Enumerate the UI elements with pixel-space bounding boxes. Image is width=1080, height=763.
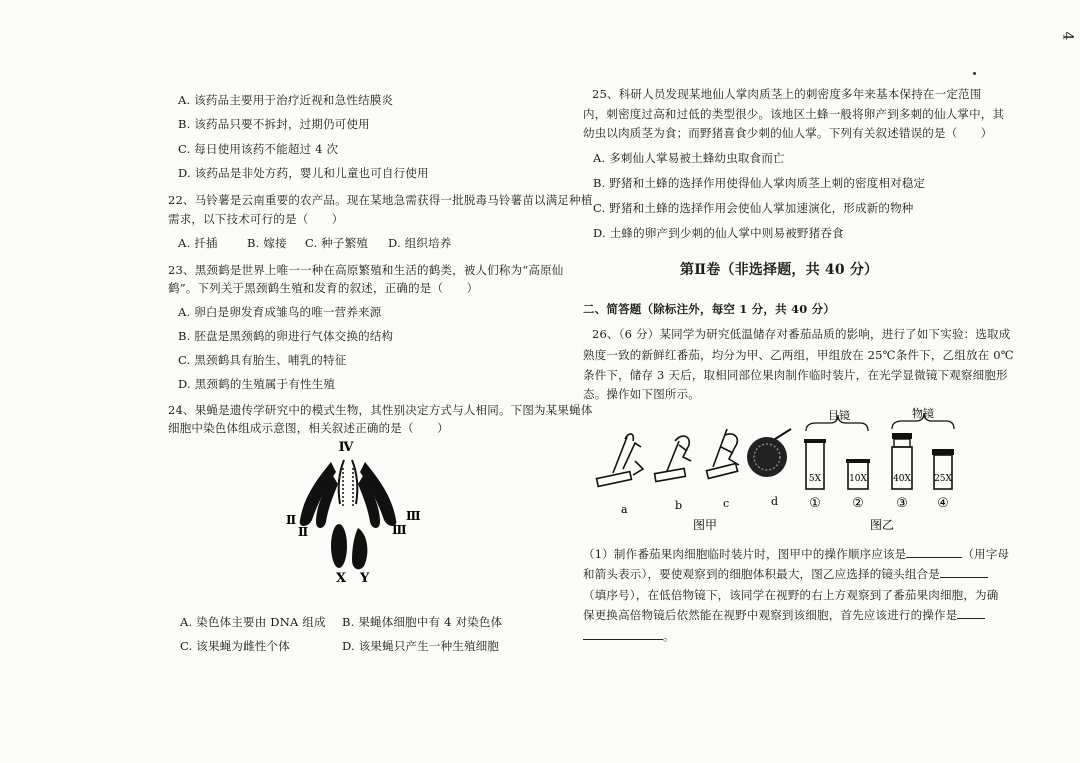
q24-stem-line2: 细胞中染色体组成示意图，相关叙述正确的是（ ） — [168, 421, 449, 435]
lens-4[interactable] — [932, 449, 954, 511]
q25-option-a[interactable]: A. 多刺仙人掌易被土蜂幼虫取食而亡 — [593, 151, 785, 165]
q24-option-c[interactable]: C. 该果蝇为雌性个体 — [180, 639, 290, 653]
q24-option-a[interactable]: A. 染色体主要由 DNA 组成 — [180, 615, 326, 629]
q22-option-d[interactable]: D. 组织培养 — [388, 236, 452, 250]
svg-text:③: ③ — [896, 496, 908, 511]
q23-option-d[interactable]: D. 黑颈鹤的生殖属于有性生殖 — [178, 377, 336, 391]
label-ii-inner: Ⅱ — [298, 525, 309, 539]
q25-option-c[interactable]: C. 野猪和土蜂的选择作用会使仙人掌加速演化，形成新的物种 — [593, 201, 914, 215]
label-iii-inner: Ⅲ — [392, 523, 407, 537]
figure-yi-caption: 图乙 — [870, 518, 895, 532]
q26-stem-line4: 态。操作如下图所示。 — [583, 387, 700, 401]
q23-option-b[interactable]: B. 胚盘是黑颈鹤的卵进行气体交换的结构 — [178, 329, 394, 343]
corner-mark — [973, 72, 976, 75]
q22-option-c[interactable]: C. 种子繁殖 — [305, 236, 369, 250]
q25-stem-line2: 内，刺密度过高和过低的类型很少。该地区土蜂一般将卵产到多刺的仙人掌中，其 — [583, 107, 1005, 121]
chromosome-x — [331, 524, 347, 568]
svg-text:10X: 10X — [849, 474, 867, 484]
svg-text:②: ② — [852, 496, 864, 511]
figure-jia — [595, 425, 805, 535]
step-d-drawing — [747, 429, 791, 477]
label-iii-outer: Ⅲ — [406, 509, 421, 523]
label-x: X — [336, 571, 347, 586]
section-ii-subtitle: 二、简答题（除标注外，每空 1 分，共 40 分） — [583, 302, 836, 316]
q22-option-b[interactable]: B. 嫁接 — [247, 236, 287, 250]
q22-option-a[interactable]: A. 扦插 — [178, 236, 218, 250]
q21-option-a[interactable]: A. 该药品主要用于治疗近视和急性结膜炎 — [178, 93, 394, 107]
q22-stem-line2: 需求，以下技术可行的是（ ） — [168, 212, 344, 226]
lens-3[interactable] — [892, 433, 912, 511]
svg-text:40X: 40X — [893, 474, 911, 484]
svg-text:5X: 5X — [808, 474, 822, 484]
answer-blank-3[interactable] — [957, 604, 985, 619]
q24-option-d[interactable]: D. 该果蝇只产生一种生殖细胞 — [342, 639, 500, 653]
step-b-drawing — [655, 436, 691, 481]
section-ii-title: 第Ⅱ卷（非选择题，共 40 分） — [680, 262, 879, 278]
q26-stem-line2: 熟度一致的新鲜红番茄，均分为甲、乙两组，甲组放在 25℃条件下，乙组放在 0℃ — [583, 348, 1014, 362]
answer-blank-2[interactable] — [940, 563, 988, 578]
svg-text:①: ① — [809, 496, 821, 511]
lens-2[interactable] — [846, 459, 870, 511]
q26-stem-line1: 26、（6 分）某同学为研究低温储存对番茄品质的影响，进行了如下实验：选取成 — [592, 327, 1011, 341]
label-y: Y — [360, 571, 370, 586]
answer-blank-3-cont[interactable] — [583, 625, 663, 640]
figure-jia-caption: 图甲 — [693, 518, 718, 532]
q21-option-d[interactable]: D. 该药品是非处方药，婴儿和儿童也可自行使用 — [178, 166, 429, 180]
q23-option-a[interactable]: A. 卵白是卵发育成雏鸟的唯一营养来源 — [178, 305, 382, 319]
lens-1[interactable] — [804, 439, 826, 511]
q25-option-b[interactable]: B. 野猪和土蜂的选择作用使得仙人掌肉质茎上刺的密度相对稳定 — [593, 176, 926, 190]
answer-blank-1[interactable] — [906, 543, 962, 558]
chromosome-y — [352, 528, 367, 569]
q24-option-b[interactable]: B. 果蝇体细胞中有 4 对染色体 — [342, 615, 503, 629]
q26-sub1-line5: 。 — [583, 624, 675, 648]
label-iv: Ⅳ — [338, 440, 354, 455]
q25-stem-line3: 幼虫以肉质茎为食；而野猪喜食少刺的仙人掌。下列有关叙述错误的是（ ） — [583, 126, 993, 140]
step-a-label: a — [621, 503, 628, 516]
page-number: 4 — [1059, 31, 1076, 41]
q21-option-b[interactable]: B. 该药品只要不拆封，过期仍可使用 — [178, 117, 370, 131]
q23-option-c[interactable]: C. 黑颈鹤具有胎生、哺乳的特征 — [178, 353, 347, 367]
step-c-label: c — [723, 497, 730, 510]
q26-stem-line3: 条件下，储存 3 天后，取相同部位果肉制作临时装片，在光学显微镜下观察细胞形 — [583, 368, 1008, 382]
step-d-label: d — [771, 495, 779, 508]
label-ii-outer: Ⅱ — [286, 513, 297, 527]
q26-sub1-line1: （1）制作番茄果肉细胞临时装片时，图甲中的操作顺序应该是 （用字母 — [583, 542, 1009, 566]
chromosome-diagram — [270, 436, 430, 586]
q21-option-c[interactable]: C. 每日使用该药不能超过 4 次 — [178, 142, 339, 156]
eyepiece-label: 目镜 — [828, 409, 850, 422]
step-b-label: b — [675, 499, 683, 512]
q26-sub1-line2: 和箭头表示），要使观察到的细胞体积最大，图乙应选择的镜头组合是 — [583, 562, 988, 586]
q26-sub1-line3: （填序号），在低倍物镜下，该同学在视野的右上方观察到了番茄果肉细胞，为确 — [583, 588, 999, 602]
step-c-drawing — [706, 429, 739, 479]
objective-label: 物镜 — [912, 407, 934, 420]
figure-yi — [800, 405, 970, 535]
q22-stem-line1: 22、马铃薯是云南重要的农产品。现在某地急需获得一批脱毒马铃薯苗以满足种植 — [168, 193, 593, 207]
q26-sub1-line4: 保更换高倍物镜后依然能在视野中观察到该细胞，首先应该进行的操作是 — [583, 603, 985, 627]
q25-stem-line1: 25、科研人员发现某地仙人掌肉质茎上的刺密度多年来基本保持在一定范围 — [592, 87, 982, 101]
q23-stem-line1: 23、黑颈鹤是世界上唯一一种在高原繁殖和生活的鹤类，被人们称为“高原仙 — [168, 263, 564, 277]
step-a-drawing — [597, 434, 643, 487]
svg-text:④: ④ — [937, 496, 949, 511]
q25-option-d[interactable]: D. 土蜂的卵产到少刺的仙人掌中则易被野猪吞食 — [593, 226, 844, 240]
q23-stem-line2: 鹤”。下列关于黑颈鹤生殖和发育的叙述，正确的是（ ） — [168, 281, 479, 295]
svg-text:25X: 25X — [934, 474, 952, 484]
q24-stem-line1: 24、果蝇是遗传学研究中的模式生物，其性别决定方式与人相同。下图为某果蝇体 — [168, 403, 593, 417]
